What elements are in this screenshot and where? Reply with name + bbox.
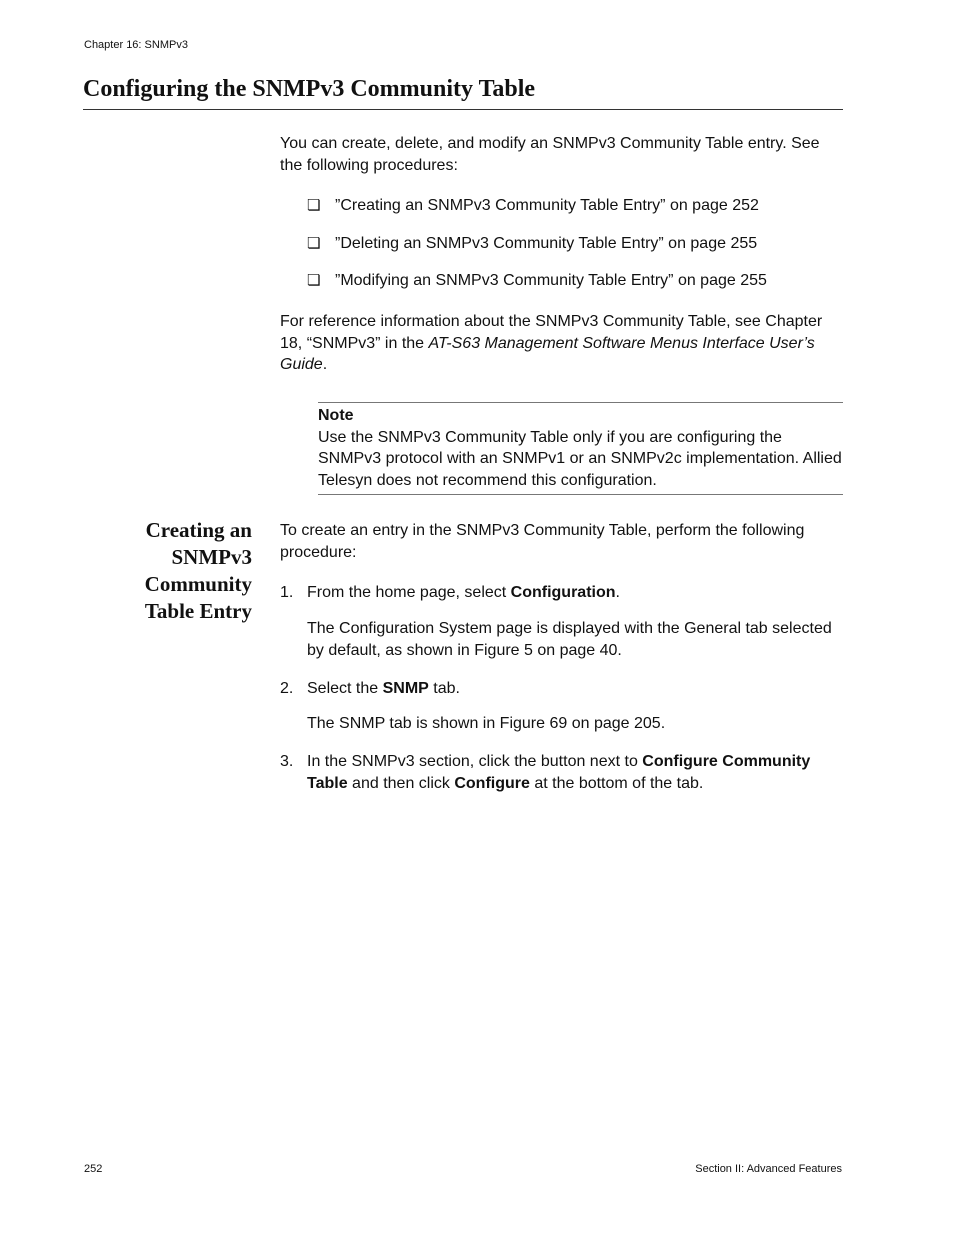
step-detail: The Configuration System page is displayed with the General tab selected by default, as shown in Figure 5 on page 40.: [307, 620, 832, 659]
guide-title: AT-S63 Management Software Menus Interface User’s Guide: [280, 334, 815, 373]
note-box: [318, 402, 843, 495]
step-text: Select the SNMP tab.: [307, 680, 460, 697]
step-number: 3.: [280, 753, 294, 770]
section-heading-line: SNMPv3: [171, 545, 252, 569]
checkbox-bullet-icon: ❏: [307, 197, 321, 214]
reference-paragraph: [280, 311, 843, 376]
reference-text: For reference information about the SNMPv3 Community Table, see Chapter 18, “SNMPv3” in the: [280, 313, 823, 352]
reference-end: .: [322, 356, 328, 373]
step-item: [280, 582, 850, 604]
step-number: 1.: [280, 584, 294, 601]
checkbox-bullet-icon: ❏: [307, 272, 321, 289]
ui-term: Configuration: [510, 584, 616, 601]
step-number: 2.: [280, 680, 294, 697]
ui-term: SNMP: [382, 680, 429, 697]
page-number: 252: [84, 1163, 103, 1175]
list-item: [307, 233, 847, 255]
section-heading-line: Creating an: [145, 518, 252, 542]
section-heading: [100, 517, 252, 625]
list-item: [307, 270, 847, 292]
step-text: From the home page, select Configuration.: [307, 584, 620, 601]
page-title: Configuring the SNMPv3 Community Table: [83, 76, 536, 102]
step-item: [280, 751, 850, 794]
intro-paragraph: You can create, delete, and modify an SNMPv3 Community Table entry. See the following procedures:: [280, 135, 820, 174]
title-rule: [83, 109, 843, 110]
list-item-text: ”Deleting an SNMPv3 Community Table Entry” on page 255: [335, 235, 758, 252]
step-detail: The SNMP tab is shown in Figure 69 on page 205.: [307, 715, 666, 732]
ui-term: Configure: [454, 774, 530, 792]
running-footer: Section II: Advanced Features: [695, 1163, 842, 1175]
ui-term: Configure Community Table: [307, 753, 811, 792]
list-item-text: ”Creating an SNMPv3 Community Table Entry” on page 252: [335, 197, 759, 214]
section-heading-line: Community: [144, 572, 252, 596]
step-text: In the SNMPv3 section, click the button next to Configure Community Table and then click Configure at the bottom of the tab.: [307, 753, 811, 792]
checkbox-bullet-icon: ❏: [307, 235, 321, 252]
section-heading-line: Table Entry: [144, 599, 252, 623]
list-item: [307, 195, 847, 217]
running-header: Chapter 16: SNMPv3: [84, 39, 188, 51]
list-item-text: ”Modifying an SNMPv3 Community Table Entry” on page 255: [335, 272, 767, 289]
note-text: Use the SNMPv3 Community Table only if you are configuring the SNMPv3 protocol with an SNMPv1 or an SNMPv2c implementation. Allied Telesyn does not recommend this configuration.: [318, 428, 842, 489]
step-item: [280, 678, 850, 700]
note-label: Note: [318, 407, 354, 424]
procedure-intro: To create an entry in the SNMPv3 Community Table, perform the following procedure:: [280, 522, 805, 561]
